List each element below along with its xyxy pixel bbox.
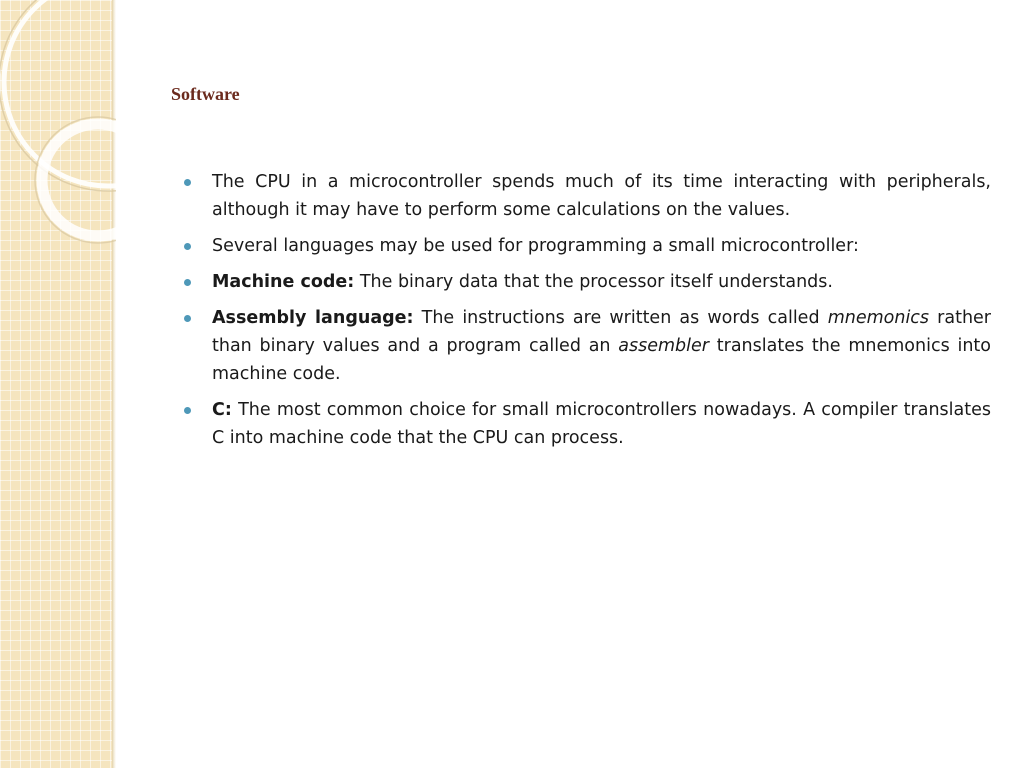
bullet-list [184, 168, 991, 460]
bullet-item [184, 168, 991, 224]
bullet-item [184, 304, 991, 388]
bullet-item [184, 232, 991, 260]
bullet-dot-icon [184, 315, 191, 322]
bullet-text: translates the mnemonics into machine code. [212, 336, 991, 384]
bullet-term: Assembly language: [212, 308, 414, 328]
decorative-ring-large [4, 0, 116, 186]
bullet-dot-icon [184, 179, 191, 186]
bullet-dot-icon [184, 407, 191, 414]
bullet-dot-icon [184, 243, 191, 250]
bullet-term: C: [212, 400, 232, 420]
bullet-text: Several languages may be used for programming a small microcontroller: [212, 236, 859, 256]
bullet-emphasis: assembler [618, 336, 709, 356]
bullet-item [184, 268, 991, 296]
bullet-text: The binary data that the processor itself understands. [354, 272, 833, 292]
bullet-text: The instructions are written as words called [413, 308, 828, 328]
bullet-text: The CPU in a microcontroller spends much of its time interacting with peripherals, although it may have to perform some calculations on the values. [212, 172, 991, 220]
slide-title: Software [171, 84, 240, 104]
bullet-emphasis: mnemonics [827, 308, 930, 328]
bullet-text: The most common choice for small microcontrollers nowadays. A compiler translates C into machine code that the CPU can process. [212, 400, 991, 448]
decorative-rings [0, 0, 116, 768]
bullet-dot-icon [184, 279, 191, 286]
bullet-text: rather than binary values and a program called an [212, 308, 991, 356]
bullet-item [184, 396, 991, 452]
bullet-term: Machine code: [212, 272, 355, 292]
